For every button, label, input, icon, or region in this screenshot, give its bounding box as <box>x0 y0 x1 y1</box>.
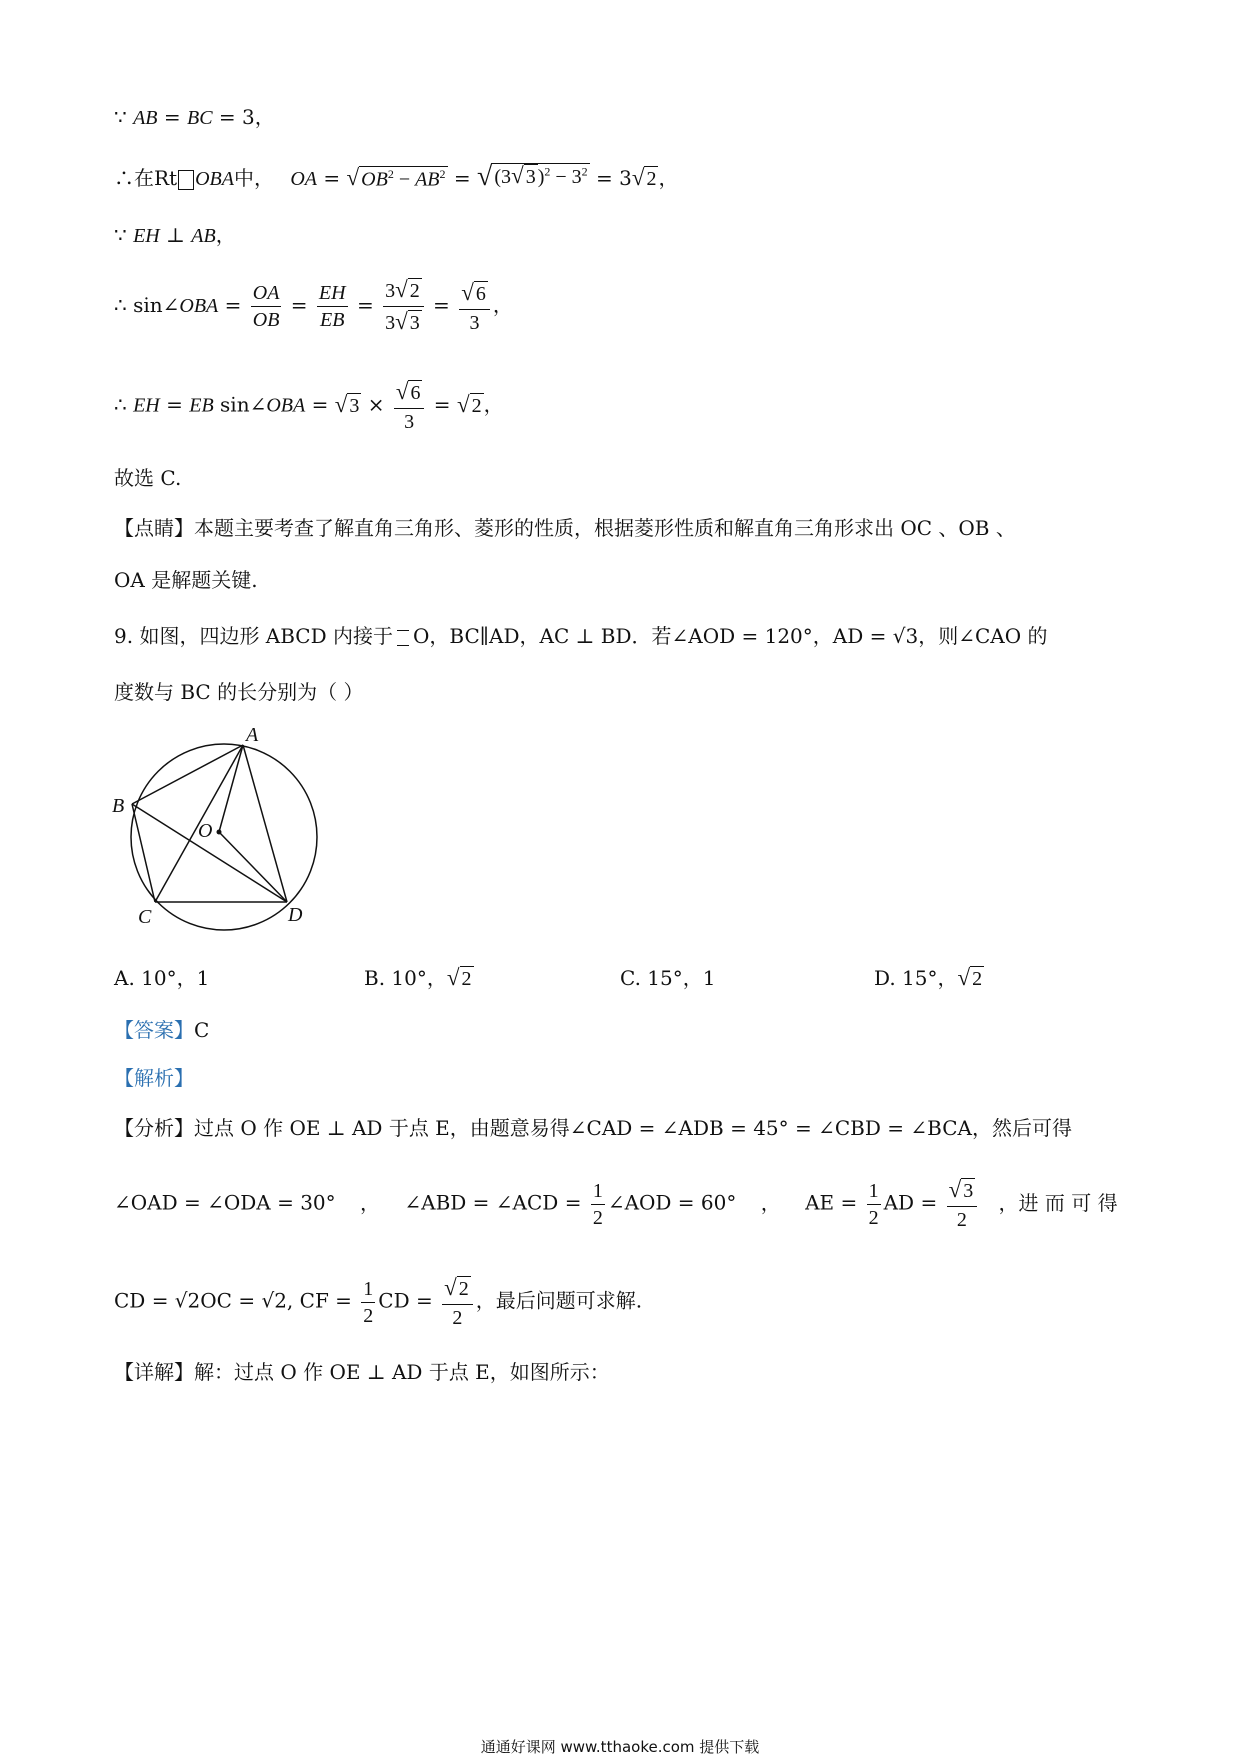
label-a: A <box>246 724 259 746</box>
analysis-line1: 【分析】过点 O 作 OE ⊥ AD 于点 E，由题意易得∠CAD = ∠ADB = 45° = ∠CBD = ∠BCA，然后可得 <box>114 1116 1072 1140</box>
line-eh-value: ∴ EH = EB sin∠OBA = √ 3 × √ 6 3 = √ 2 ， <box>114 379 504 433</box>
label-o: O <box>198 820 213 842</box>
analysis-line3: CD = √2OC = √2, CF = $\frac{1}{2}$ CD = √ 2 2 ，最后问题可求解. <box>114 1275 643 1329</box>
analysis-line2: ∠OAD = ∠ODA = 30° ， ∠ABD = ∠ACD = $\frac{1}{2}$ ∠AOD = 60° ， AE = $\frac{1}{2}$ AD = √ 3 2 ，进 而 可 得 <box>114 1177 1118 1231</box>
label-c: C <box>138 906 152 928</box>
question-9-line1: 9. 如图，四边形 ABCD 内接于 O，BC∥AD，AC ⊥ BD．若∠AOD = 120°，AD = √3，则∠CAO 的 <box>114 624 1048 648</box>
line-choose-c: 故选 C. <box>114 466 182 490</box>
option-b: B. 10°， √ 2 <box>364 965 472 990</box>
option-a: A. 10°，1 <box>114 966 210 990</box>
point-o <box>217 830 222 835</box>
circle-diagram-svg <box>110 722 330 942</box>
footer-watermark: 通通好课网 www.tthaoke.com 提供下载 <box>480 1738 760 1756</box>
option-c: C. 15°，1 <box>620 966 716 990</box>
segment-bc <box>132 804 155 902</box>
analysis-label: 【解析】 <box>114 1066 194 1090</box>
segment-ao <box>219 745 243 832</box>
line-sin-obA: ∴ sin∠OBA = $\frac{OA}{OB}$ = $\frac{EH}{EB}$ = 3 √ 2 3 √ 3 = √ 6 3 ， <box>114 277 513 334</box>
option-d: D. 15°， √ 2 <box>874 965 983 990</box>
line-key-point: 【点睛】本题主要考查了解直角三角形、菱形的性质，根据菱形性质和解直角三角形求出 OC 、OB 、 <box>114 516 1016 540</box>
line-oa-computation: ∴在Rt OBA中， OA = √ $OB^2 - AB^2$ = √ (3 √ 3 )$^2 - 3^2$ = 3 √ 2 ， <box>114 161 679 192</box>
label-b: B <box>112 795 125 817</box>
label-d: D <box>288 904 303 926</box>
answer-line: 【答案】C <box>114 1018 210 1042</box>
circle-diagram <box>110 722 330 947</box>
line-given-ab-bc: ∵ AB = BC = 3， <box>114 105 275 129</box>
line-eh-perp-ab: ∵ EH ⊥ AB， <box>114 223 236 247</box>
line-key-point-cont: OA 是解题关键. <box>114 568 258 592</box>
detailed-solution-line: 【详解】解：过点 O 作 OE ⊥ AD 于点 E，如图所示： <box>114 1360 610 1384</box>
question-9-line2: 度数与 BC 的长分别为（ ） <box>114 680 364 704</box>
